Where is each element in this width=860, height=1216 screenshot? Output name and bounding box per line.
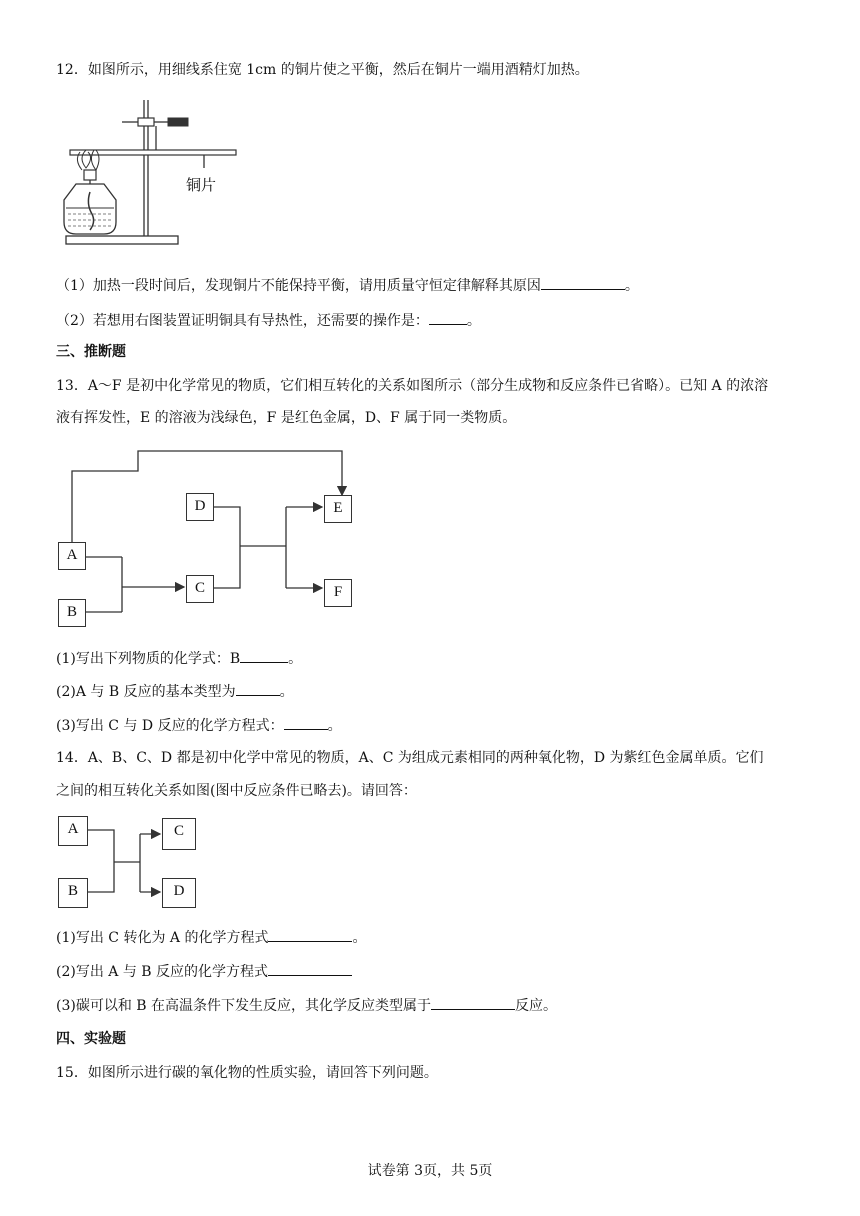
q13-relation-diagram — [50, 445, 370, 635]
q12-sub1-text: （1）加热一段时间后，发现铜片不能保持平衡，请用质量守恒定律解释其原因 — [56, 278, 541, 294]
q14-box-a: A — [58, 816, 88, 846]
q12-apparatus-figure — [56, 96, 246, 246]
section-title-experiment: 四、实验题 — [56, 1031, 126, 1047]
answer-blank[interactable] — [429, 310, 467, 325]
q14-stem-line1: 14．A、B、C、D 都是初中化学中常见的物质，A、C 为组成元素相同的两种氧化物，D 为紫红色金属单质。它们 — [56, 750, 764, 766]
q13-sub2 — [56, 681, 294, 702]
q12-sub1-end: 。 — [624, 278, 639, 294]
answer-blank[interactable] — [431, 995, 515, 1010]
q13-box-b: B — [58, 599, 86, 627]
q13-box-c: C — [186, 575, 214, 603]
q14-relation-diagram — [50, 812, 220, 912]
alcohol-lamp-iron-stand-drawing — [56, 96, 246, 246]
q14-sub2-text: (2)写出 A 与 B 反应的化学方程式 — [56, 964, 269, 980]
q13-stem-line1: 13．A～F 是初中化学常见的物质，它们相互转化的关系如图所示（部分生成物和反应条件已省略）。已知 A 的浓溶 — [56, 378, 769, 394]
answer-blank[interactable] — [541, 275, 625, 290]
q13-sub3 — [56, 715, 342, 736]
answer-blank[interactable] — [240, 648, 288, 663]
q13-box-f: F — [324, 579, 352, 607]
q14-sub1-text: (1)写出 C 转化为 A 的化学方程式 — [56, 930, 269, 946]
q13-sub1-end: 。 — [288, 651, 303, 667]
q15-stem: 15．如图所示进行碳的氧化物的性质实验，请回答下列问题。 — [56, 1065, 438, 1081]
q13-sub3-text: (3)写出 C 与 D 反应的化学方程式： — [56, 718, 284, 734]
q13-box-a: A — [58, 542, 86, 570]
q14-box-d: D — [162, 878, 196, 908]
page-footer: 试卷第 3页，共 5页 — [367, 1163, 493, 1179]
answer-blank[interactable] — [236, 681, 280, 696]
q14-stem-line2: 之间的相互转化关系如图(图中反应条件已略去)。请回答： — [56, 783, 417, 799]
q13-stem-line2: 液有挥发性，E 的溶液为浅绿色，F 是红色金属，D、F 属于同一类物质。 — [56, 410, 517, 426]
q14-box-c: C — [162, 818, 196, 850]
q14-sub3-end: 反应。 — [515, 998, 558, 1014]
q13-sub3-end: 。 — [327, 718, 342, 734]
q14-sub2 — [56, 961, 352, 982]
answer-blank[interactable] — [284, 715, 328, 730]
q13-box-d: D — [186, 493, 214, 521]
q12-sub2-end: 。 — [466, 313, 481, 329]
q13-sub2-text: (2)A 与 B 反应的基本类型为 — [56, 684, 236, 700]
answer-blank[interactable] — [268, 961, 352, 976]
q13-connector-lines — [50, 445, 370, 635]
q12-sub1 — [56, 275, 639, 296]
q14-sub3 — [56, 995, 557, 1016]
section-title-inference: 三、推断题 — [56, 344, 126, 360]
q14-sub1-end: 。 — [352, 930, 367, 946]
q14-sub1 — [56, 927, 366, 948]
answer-blank[interactable] — [268, 927, 352, 942]
q14-box-b: B — [58, 878, 88, 908]
q12-stem: 12．如图所示，用细线系住宽 1cm 的铜片使之平衡，然后在铜片一端用酒精灯加热。 — [56, 62, 589, 78]
q13-box-e: E — [324, 495, 352, 523]
q14-sub3-text: (3)碳可以和 B 在高温条件下发生反应，其化学反应类型属于 — [56, 998, 432, 1014]
q13-sub2-end: 。 — [279, 684, 294, 700]
q13-sub1 — [56, 648, 302, 669]
q12-sub2 — [56, 310, 481, 331]
copper-sheet-label: 铜片 — [186, 176, 217, 194]
q13-sub1-text: (1)写出下列物质的化学式：B — [56, 651, 241, 667]
q12-sub2-text: （2）若想用右图装置证明铜具有导热性，还需要的操作是： — [56, 313, 429, 329]
